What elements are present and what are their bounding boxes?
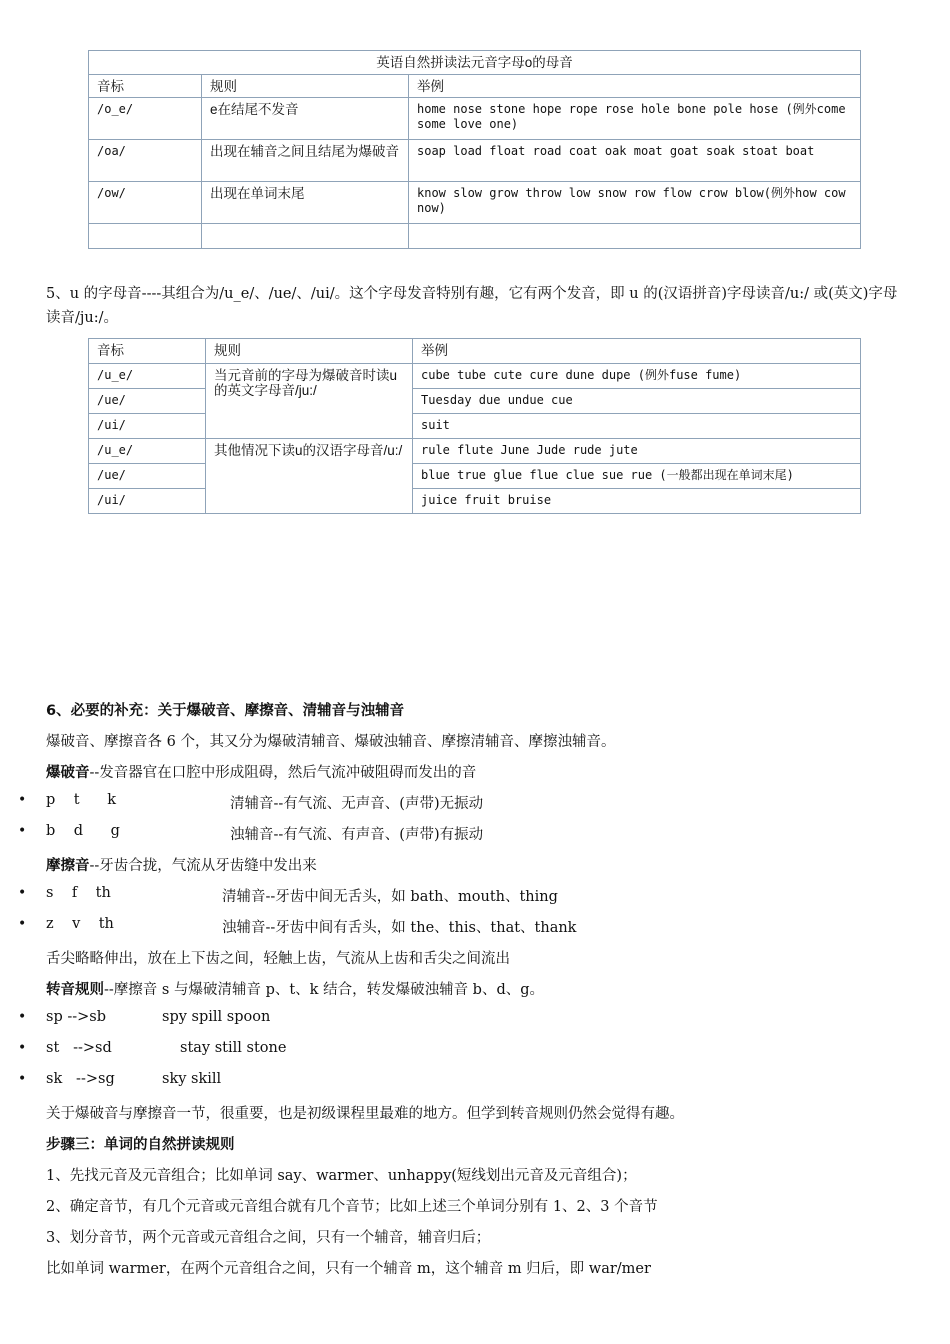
transfer-rule: 转音规则--摩擦音 s 与爆破清辅音 p、t、k 结合，转发爆破浊辅音 b、d、g。 (46, 982, 545, 998)
rule-other: 其他情况下读u的汉语字母音/u:/ (206, 439, 413, 514)
paragraph-u-sound: 5、u 的字母音----其组合为/u_e/、/ue/、/ui/。这个字母发音特别有趣，它有两个发音，即 u 的(汉语拼音)字母读音/u:/ 或(英文)字母读音/ju:/。 (46, 286, 898, 326)
list-item-desc: 浊辅音--牙齿中间有舌头，如 the、this、that、thank (222, 920, 577, 936)
list-item: z v th (46, 916, 114, 932)
bullet-icon: • (18, 1009, 27, 1025)
table-cell: /ue/ (89, 389, 206, 414)
list-item-examples: stay still stone (180, 1040, 287, 1056)
header-phonetic: 音标 (89, 75, 202, 98)
header-example: 举例 (413, 339, 861, 364)
bullet-icon: • (18, 823, 27, 839)
tongue-note: 舌尖略略伸出，放在上下齿之间，轻触上齿，气流从上齿和舌尖之间流出 (46, 951, 510, 967)
list-item-desc: 清辅音--牙齿中间无舌头，如 bath、mouth、thing (222, 889, 558, 905)
table-cell: 出现在辅音之间且结尾为爆破音 (202, 140, 409, 182)
table-cell: Tuesday due undue cue (413, 389, 861, 414)
paragraph-intro: 爆破音、摩擦音各 6 个，其又分为爆破清辅音、爆破浊辅音、摩擦清辅音、摩擦浊辅音。 (46, 734, 616, 750)
list-item-desc: 浊辅音--有气流、有声音、(声带)有振动 (230, 827, 484, 843)
table-cell (409, 224, 861, 249)
table-title: 英语自然拼读法元音字母o的母音 (89, 51, 861, 75)
plosive-definition: 爆破音--发音器官在口腔中形成阻碍，然后气流冲破阻碍而发出的音 (46, 765, 477, 781)
table-cell (89, 224, 202, 249)
bullet-icon: • (18, 1040, 27, 1056)
bullet-icon: • (18, 916, 27, 932)
list-item-examples: sky skill (162, 1071, 222, 1087)
fricative-definition: 摩擦音--牙齿合拢，气流从牙齿缝中发出来 (46, 858, 317, 874)
step3-example: 比如单词 warmer，在两个元音组合之间，只有一个辅音 m，这个辅音 m 归后，即 war/mer (46, 1261, 651, 1277)
table-cell: rule flute June Jude rude jute (413, 439, 861, 464)
table-cell (202, 224, 409, 249)
table-cell: /ui/ (89, 489, 206, 514)
bullet-icon: • (18, 1071, 27, 1087)
table-cell: suit (413, 414, 861, 439)
list-item-examples: spy spill spoon (162, 1009, 271, 1025)
bullet-icon: • (18, 885, 27, 901)
table-cell: /ui/ (89, 414, 206, 439)
header-example: 举例 (409, 75, 861, 98)
list-item: s f th (46, 885, 111, 901)
table-cell: /ow/ (89, 182, 202, 224)
table-cell: /ue/ (89, 464, 206, 489)
list-item: st -->sd (46, 1040, 112, 1056)
table-cell: e在结尾不发音 (202, 98, 409, 140)
list-item: b d g (46, 823, 120, 839)
table-u-vowel (88, 338, 861, 514)
table-cell: /o_e/ (89, 98, 202, 140)
list-item: p t k (46, 792, 116, 808)
list-item: sp -->sb (46, 1009, 107, 1025)
table-cell: 出现在单词末尾 (202, 182, 409, 224)
step3-item-3: 3、划分音节，两个元音或元音组合之间，只有一个辅音，辅音归后； (46, 1230, 491, 1246)
table-cell: juice fruit bruise (413, 489, 861, 514)
rule-plosive: 当元音前的字母为爆破音时读u的英文字母音/ju:/ (206, 364, 413, 439)
bullet-icon: • (18, 792, 27, 808)
header-rule: 规则 (206, 339, 413, 364)
table-cell: /u_e/ (89, 439, 206, 464)
table-cell: soap load float road coat oak moat goat soak stoat boat (409, 140, 861, 182)
list-item: sk -->sg (46, 1071, 115, 1087)
step3-item-1: 1、先找元音及元音组合；比如单词 say、warmer、unhappy(短线划出元音及元音组合)； (46, 1168, 637, 1184)
header-rule: 规则 (202, 75, 409, 98)
table-cell: home nose stone hope rope rose hole bone pole hose (例外come some love one) (409, 98, 861, 140)
table-cell: /u_e/ (89, 364, 206, 389)
table-cell: blue true glue flue clue sue rue (一般都出现在单词末尾) (413, 464, 861, 489)
table-o-vowel (88, 50, 861, 249)
list-item-desc: 清辅音--有气流、无声音、(声带)无振动 (230, 796, 484, 812)
section-heading: 6、必要的补充：关于爆破音、摩擦音、清辅音与浊辅音 (46, 703, 405, 719)
table-cell: /oa/ (89, 140, 202, 182)
closing-note: 关于爆破音与摩擦音一节，很重要，也是初级课程里最难的地方。但学到转音规则仍然会觉得有趣。 (46, 1106, 684, 1122)
header-phonetic: 音标 (89, 339, 206, 364)
table-cell: cube tube cute cure dune dupe (例外fuse fume) (413, 364, 861, 389)
step3-item-2: 2、确定音节，有几个元音或元音组合就有几个音节；比如上述三个单词分别有 1、2、3 个音节 (46, 1199, 658, 1215)
table-cell: know slow grow throw low snow row flow crow blow(例外how cow now) (409, 182, 861, 224)
step3-heading: 步骤三：单词的自然拼读规则 (46, 1137, 235, 1153)
